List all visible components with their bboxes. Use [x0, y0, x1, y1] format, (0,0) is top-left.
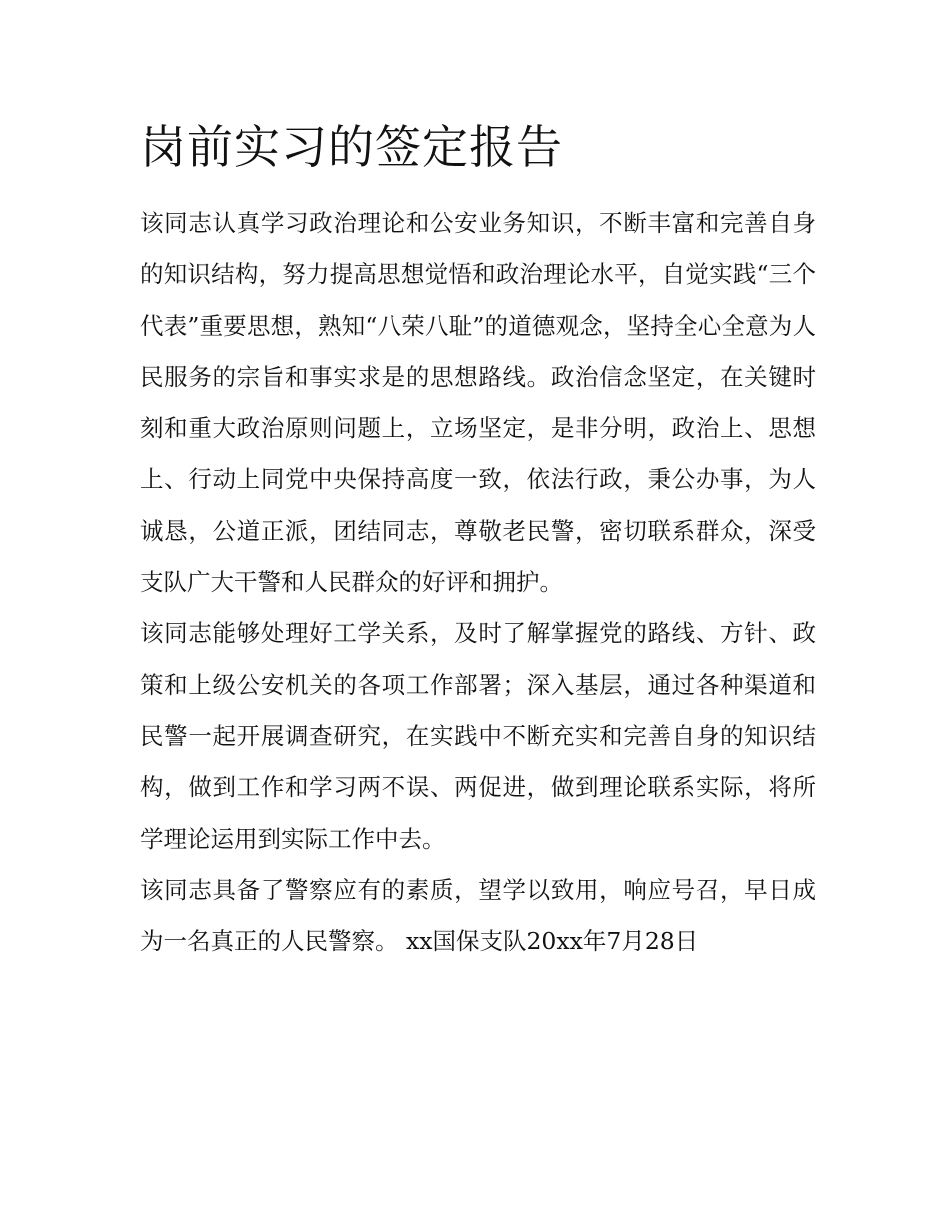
paragraph-work-study: 该同志能够处理好工学关系，及时了解掌握党的路线、方针、政策和上级公安机关的各项工作部署；深入基层，通过各种渠道和民警一起开展调查研究，在实践中不断充实和完善自身的知识结构，做到工作和学习两不误、两促进，做到理论联系实际，将所学理论运用到实际工作中去。 — [140, 619, 816, 853]
paragraph-political-performance: 该同志认真学习政治理论和公安业务知识，不断丰富和完善自身的知识结构，努力提高思想觉悟和政治理论水平，自觉实践“三个代表”重要思想，熟知“八荣八耻”的道德观念，坚持全心全意为人民服务的宗旨和事实求是的思想路线。政治信念坚定，在关键时刻和重大政治原则问题上，立场坚定，是非分明，政治上、思想上、行动上同党中央保持高度一致，依法行政，秉公办事，为人诚恳，公道正派，团结同志，尊敬老民警，密切联系群众，深受支队广大干警和人民群众的好评和拥护。 — [140, 209, 816, 597]
document-title: 岗前实习的签定报告 — [140, 120, 563, 174]
document-body — [140, 198, 816, 967]
paragraph-conclusion-signature: 该同志具备了警察应有的素质，望学以致用，响应号召，早日成为一名真正的人民警察。 xx国保支队20xx年7月28日 — [140, 875, 816, 956]
